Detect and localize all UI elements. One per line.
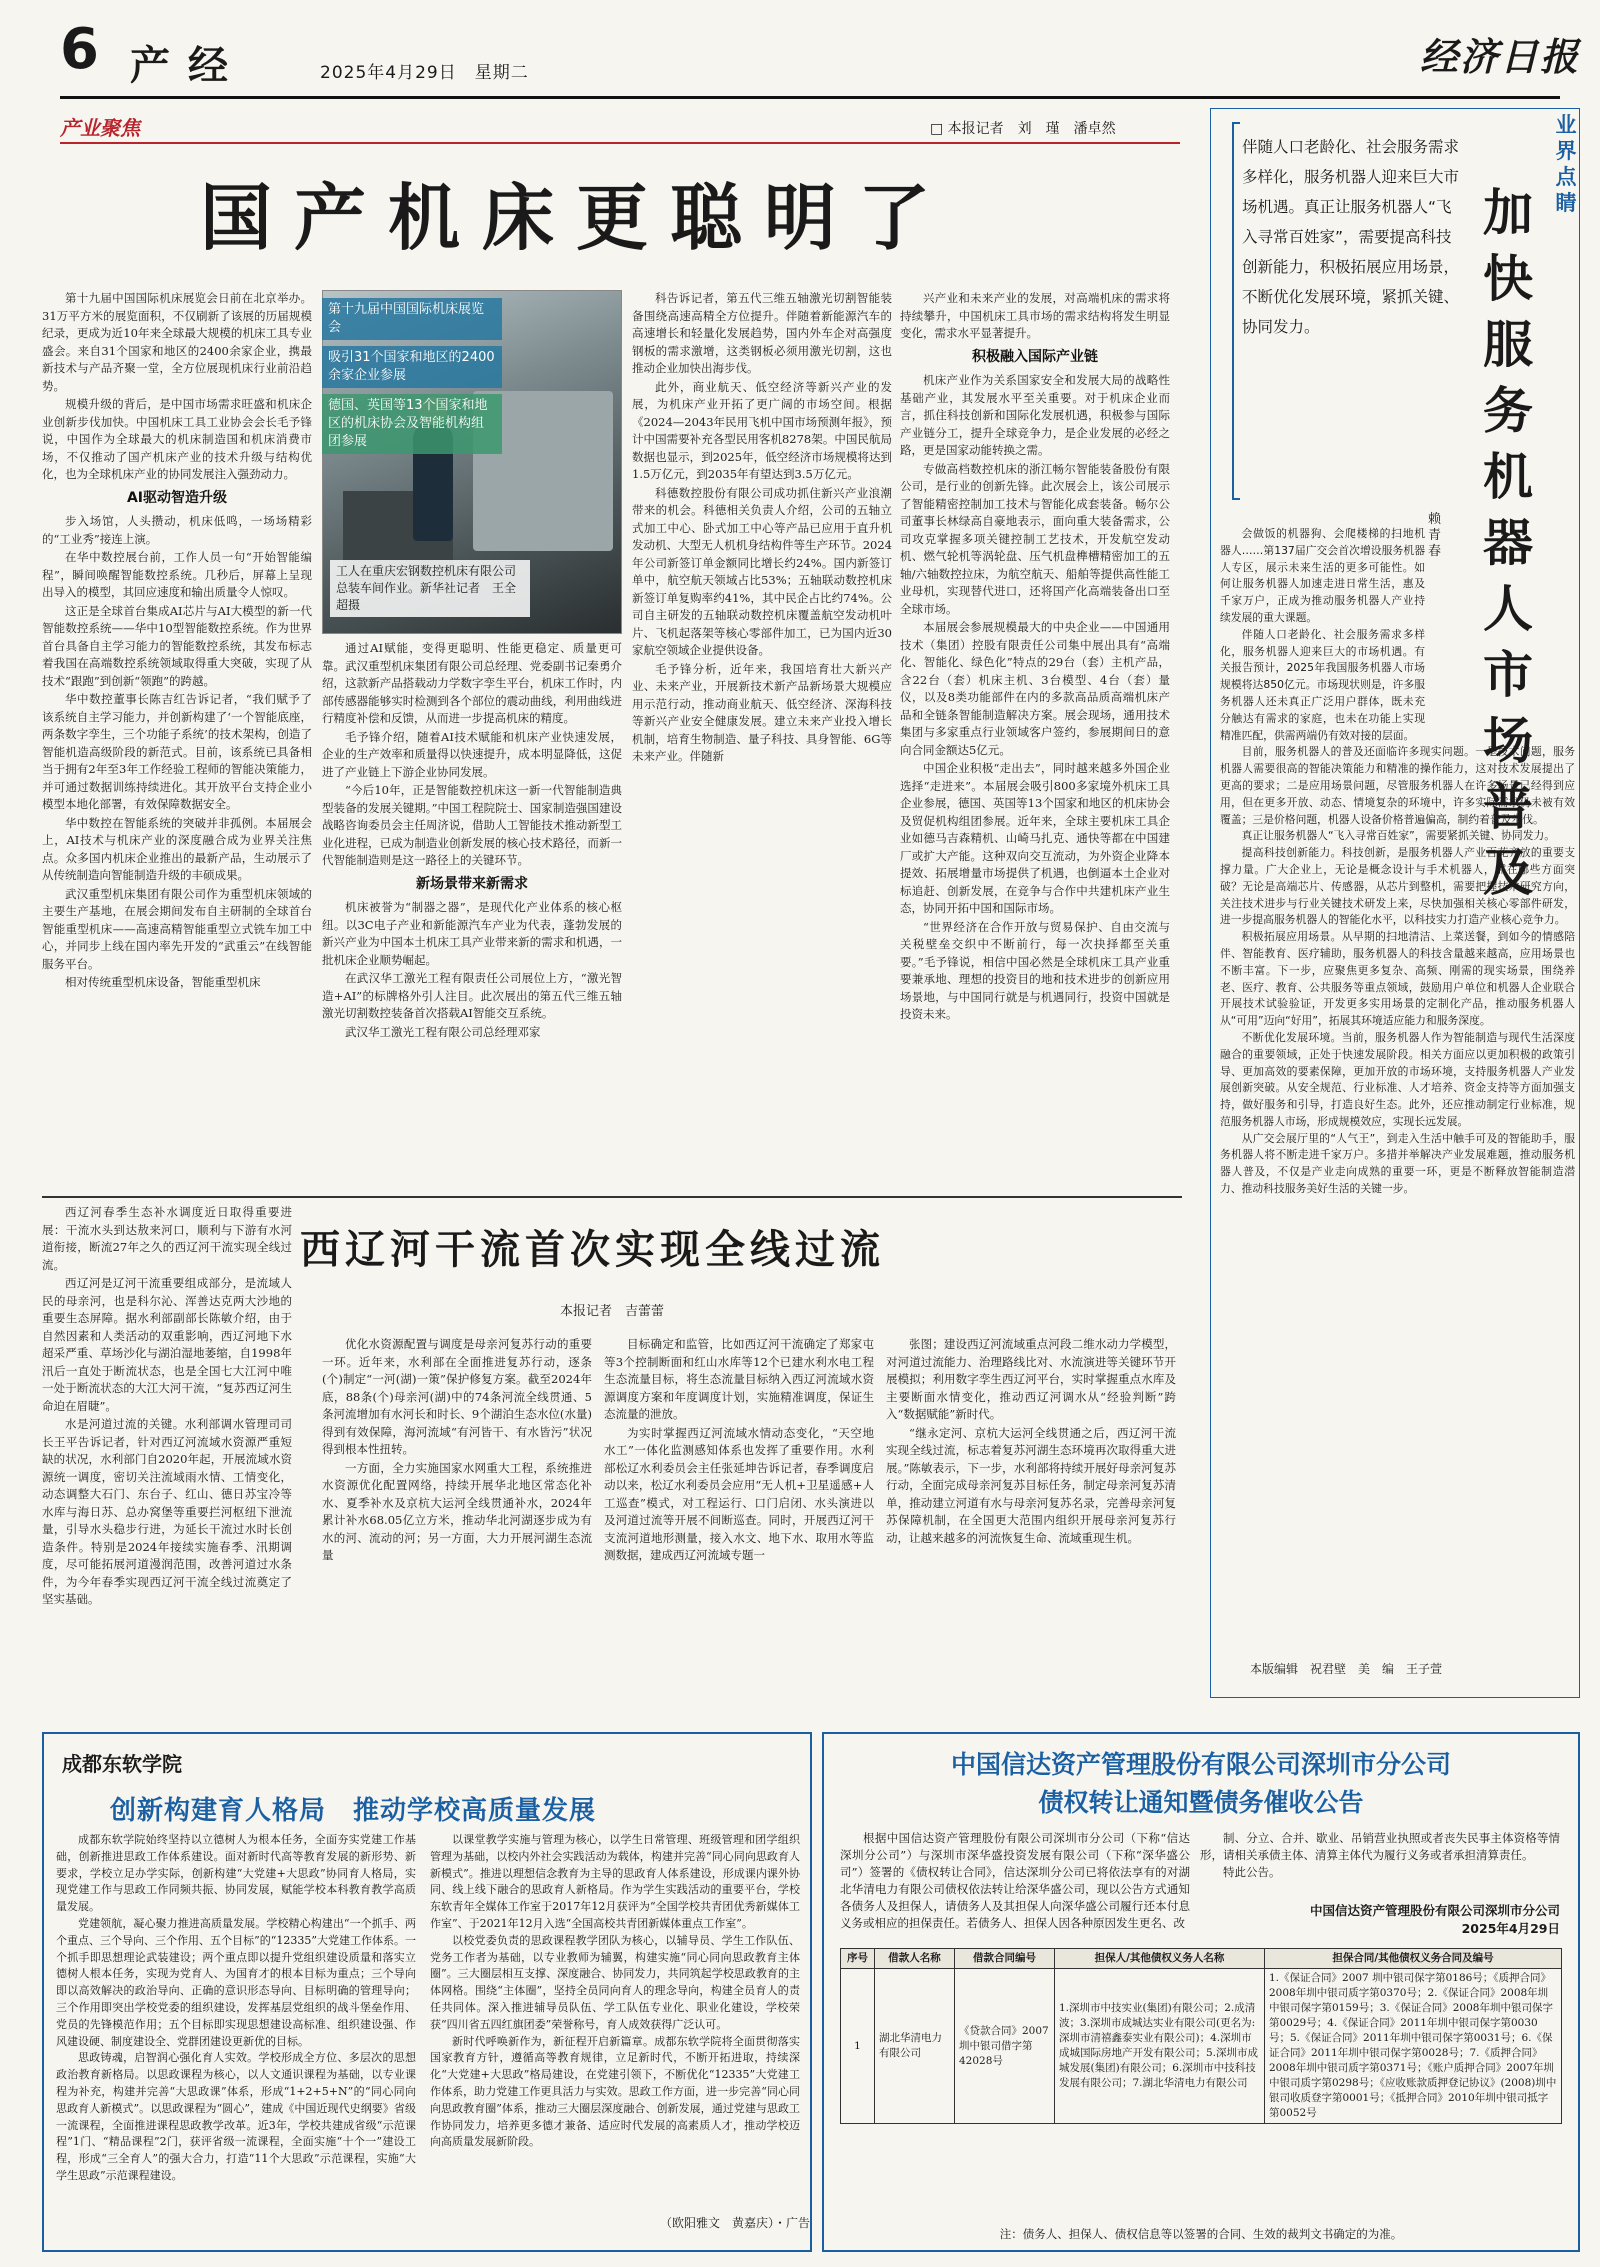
photo-overlay (322, 298, 502, 460)
paragraph: 毛予锋介绍，随着AI技术赋能和机床产业快速发展，企业的生产效率和质量得以快速提升，成本明显降低，这促进了产业链上下游企业协同发展。 (322, 729, 622, 779)
paragraph: 一方面，全力实施国家水网重大工程，系统推进水资源优化配置网络，持续开展华北地区常态化补水、夏季补水及京杭大运河全线贯通补水，2024年累计补水68.05亿立方米，推动华北河湖逐步成为有水的河、流动的河；另一方面，大力开展河湖生态流量 (322, 1460, 592, 1562)
subheading: 积极融入国际产业链 (972, 348, 1098, 365)
subheading: AI驱动智造升级 (126, 489, 228, 506)
paragraph: 优化水资源配置与调度是母亲河复苏行动的重要一环。近年来，水利部在全面推进复苏行动，逐条(个)制定“一河(湖)一策”保护修复方案。截至2024年底，88条(个)母亲河(湖)中的74条河流全线贯通、5条河流增加有水河长和时长、9个湖泊生态水位(水量)得到有效保障，海河流域“有河皆干、有水皆污”状况得到根本性扭转。 (322, 1337, 592, 1456)
notice-column-2 (1200, 1830, 1560, 1881)
notice-issuer (1200, 1902, 1560, 1938)
advertorial-signature: （欧阳雅文 黄嘉庆）・广告 (660, 2216, 811, 2230)
paragraph: 特此公告。 (1223, 1865, 1281, 1879)
paragraph: 新时代呼唤新作为，新征程开启新篇章。成都东软学院将全面贯彻落实国家教育方针，遵循高等教育规律，立足新时代，不断开拓进取，持续深化“大党建+大思政”格局建设，在党建引领下，不断优化“12335”大党建工作体系，助力党建工作更具活力与实效。思政工作方面，进一步完善“同心同向思政教育圈”体系，推动三大圈层深度融合、创新发展，通过党建与思政工作协同发力，培养更多德才兼备、适应时代发展的高素质人才，推动学校迈向高质量发展新阶段。 (430, 2034, 800, 2149)
notice-title (842, 1746, 1560, 1822)
paragraph: 武汉重型机床集团有限公司作为重型机床领域的主要生产基地，在展会期间发布自主研制的全球首台智能重型机床——高速高精智能重型立式铣车加工中心，并同步上线在国内率先开发的“武重云”在线智能服务平台。 (42, 886, 312, 971)
paragraph: 以校党委负责的思政课程教学团队为核心，以辅导员、学生工作队伍、党务工作者为基础，以专业教师为辅翼，构建实施“同心同向思政教育主体圈”。三大圈层相互支撑、深度融合、协同发力，共同筑起学校思政教育的主体网格。围绕“主体圈”，坚持全员同向育人的理念导向，构建全员育人的责任共同体。深入推进辅导员队伍、学工队伍专业化、职业化建设，学校荣获“四川省五四红旗团委”荣誉称号，育人成效获得广泛认可。 (430, 1933, 800, 2031)
advertorial-column-2 (430, 1832, 800, 2151)
subheading: 新场景带来新需求 (416, 875, 528, 892)
paragraph: 通过AI赋能，变得更聪明、性能更稳定、质量更可靠。武汉重型机床集团有限公司总经理、党委副书记秦勇介绍，这款新产品搭载动力学数字孪生平台，机床工作时，内部传感器能够实时检测到各个部位的震动曲线，利用曲线进行精度补偿和反馈，从而进一步提高机床的精度。 (322, 641, 622, 725)
section-tag-rule (60, 142, 1180, 144)
paragraph: “今后10年，正是智能数控机床这一新一代智能制造典型装备的发展关键期。”中国工程院院士、国家制造强国建设战略咨询委员会主任周济说，借助人工智能技术推动新型工业化进程，已成为制造业创新发展的核心技术路径，而新一代智能制造则是这一路径上的关键环节。 (322, 783, 622, 867)
notice-title-line-2: 债权转让通知暨债务催收公告 (1038, 1788, 1364, 1817)
sidebar-tag: 业界点睛 (1555, 113, 1577, 215)
photo-overlay-label: 吸引31个国家和地区的2400余家企业参展 (322, 346, 502, 388)
table-cell: 湖北华清电力有限公司 (875, 1969, 955, 2124)
river-column-4 (886, 1336, 1176, 1548)
paragraph: 专做高档数控机床的浙江畅尔智能装备股份有限公司，是行业的创新先锋。此次展会上，该公司展示了智能精密控制加工技术与智能化成套装备。畅尔公司董事长林绿高自豪地表示，面向重大装备需求，公司攻克掌握多项关键控制工艺技术，开发航空发动机、燃气轮机等涡轮盘、压气机盘榫槽精密加工的五轴/六轴数控拉床，为航空航天、船舶等提供高性能工业母机，实现替代进口，还将国产化高端装备出口至全球市场。 (900, 461, 1170, 616)
table-cell: 《贷款合同》2007 圳中银司借字第42028号 (955, 1969, 1055, 2124)
table-cell: 1.《保证合同》2007 圳中银司保字第0186号；《质押合同》2008年圳中银司质字第0370号；2.《保证合同》2008年圳中银司保字第0159号；3.《保证合同》2008年圳中银司保字第0029号；4.《保证合同》2011年圳中银司保字第0030号；5.《保证合同》2011年圳中银司保字第0031号；6.《保证合同》2011年圳中银司保字第0028号；7.《质押合同》2008年圳中银司质字第0371号；《账户质押合同》2007年圳中银司质字第0298号；《应收账款质押登记协议》(2008)圳中银司收质登字第0001号；《抵押合同》2010年圳中银司抵字第0052号 (1265, 1969, 1562, 2124)
paragraph: 这正是全球首台集成AI芯片与AI大模型的新一代智能数控系统——华中10型智能数控系统。作为世界首台具备自主学习能力的智能数控系统，其发布标志着我国在高端数控系统领域取得重大突破，实现了从技术“跟跑”到创新“领跑”的跨越。 (42, 603, 312, 688)
paragraph: 西辽河春季生态补水调度近日取得重要进展：干流水头到达敖来河口，顺利与下游有水河道衔接，断流27年之久的西辽河干流实现全线过流。 (42, 1205, 292, 1272)
byline: □ 本报记者 刘 瑾 潘卓然 (930, 121, 1116, 137)
paragraph: 不断优化发展环境。当前，服务机器人作为智能制造与现代生活深度融合的重要领域，正处于快速发展阶段。相关方面应以更加积极的政策引导、更加高效的要素保障，更加开放的市场环境，支持服务机器人产业发展创新突破。从安全规范、行业标准、人才培养、资金支持等方面加强支持，做好服务和引导，打造良好生态。此外，还应推动制定行业标准，规范服务机器人市场，形成规模效应，实现长远发展。 (1220, 1030, 1575, 1128)
paragraph: 积极拓展应用场景。从早期的扫地清洁、上菜送餐，到如今的情感陪伴、智能教育、医疗辅助，服务机器人的科技含量越来越高，应用场景也不断丰富。下一步，应聚焦更多复杂、高频、刚需的现实场景，围绕养老、医疗、教育、公共服务等重点领域，鼓励用户单位和机器人企业联合开展技术试验验证，开发更多实用场景的定制化产品，推动服务机器人从“可用”迈向“好用”，拓展其环境适应能力和服务深度。 (1220, 930, 1575, 1028)
paragraph: 科告诉记者，第五代三维五轴激光切割智能装备围绕高速高精全方位提升。伴随着新能源汽车的高速增长和轻量化发展趋势，国内外车企对高强度钢板的需求激增，这类钢板必须用激光切割，这也推动企业加快出海步伐。 (632, 291, 892, 375)
paragraph: 西辽河是辽河干流重要组成部分，是流域人民的母亲河，也是科尔沁、浑善达克两大沙地的重要生态屏障。据水利部副部长陈敏介绍，由于自然因素和人类活动的双重影响，西辽河地下水超采严重、草场沙化与湖泊湿地萎缩，自1998年汛后一直处于断流状态，也是全国七大江河中唯一处于断流状态的大江大河干流，“复苏西辽河生命迫在眉睫”。 (42, 1276, 292, 1413)
paragraph: “世界经济在合作开放与贸易保护、自由交流与关税壁垒交织中不断前行，每一次抉择都至关重要。”毛予锋说，相信中国必然是全球机床工具产业重要兼承地、理想的投资目的地和技术进步的创新应用场景地，与中国同行就是与机遇同行，投资中国就是投资未来。 (900, 919, 1170, 1021)
paragraph: 规模升级的背后，是中国市场需求旺盛和机床企业创新步伐加快。中国机床工具工业协会会长毛予锋说，中国作为全球最大的机床制造国和机床消费市场，不仅推动了国产机床产业的技术升级与结构优化，也为全球机床产业的协同发展注入强劲动力。 (42, 397, 312, 481)
paragraph: 华中数控董事长陈吉红告诉记者，“我们赋予了该系统自主学习能力，并创新构建了‘一个智能底座，两条数字孪生，三个功能子系统’的技术架构，创造了智能机造高级阶段的新范式。目前，该系统已具备相当于拥有2年至3年工作经验工程师的智能决策能力，并可通过数据训练持续进化。其开放平台支持企业小模型本地化部署，有效保障数据安全。 (42, 692, 312, 811)
table-cell: 1.深圳市中技实业(集团)有限公司；2.成清波；3.深圳市成城达实业有限公司(更名为:深圳市清禧鑫泰实业有限公司)；4.深圳市成城国际房地产开发有限公司；5.深圳市成城发展(集团)有限公司；6.深圳市中技科技发展有限公司；7.湖北华清电力有限公司 (1055, 1969, 1265, 2124)
paragraph: 相对传统重型机床设备，智能重型机床 (65, 975, 261, 989)
paragraph: 华中数控在智能系统的突破并非孤例。本届展会上，AI技术与机床产业的深度融合成为业界关注焦点。众多国内机床企业推出的最新产品，生动展示了从传统制造向智能制造升级的丰硕成果。 (42, 815, 312, 882)
paragraph: 目前，服务机器人的普及还面临许多现实问题。一是技术问题，服务机器人需要很高的智能决策能力和精准的操作能力，这对技术发展提出了更高的要求；二是应用场景问题，尽管服务机器人在许多场景已经得到应用，但在更多开放、动态、情境复杂的环境中，许多实际需求仍未被有效覆盖；三是价格问题，机器人设备价格普遍偏高，制约着普及步伐。 (1220, 745, 1575, 826)
sidebar-body (1220, 526, 1575, 1198)
table-row (841, 1969, 1562, 2124)
sidebar-author: 赖青春 (1428, 512, 1442, 559)
section-tag: 产业聚焦 (60, 116, 140, 140)
paragraph: 目标确定和监管，比如西辽河干流确定了郑家屯等3个控制断面和红山水库等12个已建水利水电工程生态流量目标，将生态流量目标纳入西辽河流域水资源调度方案和年度调度计划，实施精准调度，保证生态流量的泄放。 (604, 1337, 874, 1421)
paragraph: 以课堂教学实施与管理为核心，以学生日常管理、班级管理和团学组织管理为基础，以校内外社会实践活动为载体，构建并完善“同心同向思政育人新模式”。推进以理想信念教育为主导的思政育人体系建设，形成课内课外协同、线上线下融合的思政育人新格局。作为学生实践活动的重要平台，学校东软青年全媒体工作室于2017年12月获评为“全国学校共青团优秀新媒体工作室”、于2021年12月入选“全国高校共青团新媒体重点工作室”。 (430, 1833, 800, 1930)
article-column-4 (900, 290, 1170, 1025)
column-header: 序号 (841, 1949, 875, 1969)
issue-date: 2025年4月29日 星期二 (320, 63, 529, 83)
article-column-2 (322, 640, 622, 1042)
issue-date: 2025年4月29日 (1461, 1921, 1560, 1936)
paragraph: 科德数控股份有限公司成功抓住新兴产业浪潮带来的机会。科德相关负责人介绍，公司的五轴立式加工中心、卧式加工中心等产品已应用于直升机发动机、大型无人机机身结构件等生产环节。2024年公司新签订单金额同比增长约24%。国内新签订单中，航空航天领域占比53%；五轴联动数控机床新签订单复购率约41%，其中民企占比约74%。公司自主研发的五轴联动数控机床覆盖航空发动机叶片、飞机起落架等核心零部件加工，已为国内近30家航空领域企业提供设备。 (632, 485, 892, 657)
river-column-3 (604, 1336, 874, 1566)
masthead-rule (60, 96, 1560, 99)
advertorial-title: 创新构建育人格局 推动学校高质量发展 (110, 1796, 597, 1826)
photo-overlay-label: 第十九届中国国际机床展览会 (322, 298, 502, 340)
table-header-row (841, 1949, 1562, 1969)
paragraph: 在华中数控展台前，工作人员一句“开始智能编程”，瞬间唤醒智能数控系统。几秒后，屏幕上呈现出导入的模型，其回应速度和输出质量令人惊叹。 (42, 550, 312, 599)
paragraph: 会做饭的机器狗、会爬楼梯的扫地机器人……第137届广交会首次增设服务机器人专区，展示未来生活的更多可能性。如何让服务机器人加速走进日常生活，惠及千家万户，正成为推动服务机器人产业持续发展的重大课题。 (1220, 527, 1425, 624)
paragraph: 制、分立、合并、歇业、吊销营业执照或者丧失民事主体资格等情形，请相关承债主体、清算主体代为履行义务或者承担清算责任。 (1200, 1831, 1560, 1862)
lead-bracket (1232, 122, 1240, 500)
sidebar-lead: 伴随人口老龄化、社会服务需求多样化，服务机器人迎来巨大市场机遇。真正让服务机器人“飞入寻常百姓家”，需要提高科技创新能力，积极拓展应用场景，不断优化发展环境，紧抓关键、协同发力。 (1242, 138, 1460, 336)
paragraph: 成都东软学院始终坚持以立德树人为根本任务，全面夯实党建工作基础，创新推进思政工作体系建设。面对新时代高等教育发展的新形势、新要求，学校立足办学实际，创新构建“大党建+大思政”协同育人格局，实现党建工作与思政工作同频共振、协同发展，赋能学校本科教育教学高质量发展。 (56, 1833, 416, 1914)
paragraph: 第十九届中国国际机床展览会日前在北京举办。31万平方米的展览面积，不仅刷新了该展的历届规模纪录，更成为近10年来全球最大规模的机床工具专业盛会。来自31个国家和地区的2400余家企业，携最新技术与产品齐聚一堂，全方位展现机床行业前沿趋势。 (42, 291, 312, 393)
paragraph: 从广交会展厅里的“人气王”，到走入生活中触手可及的智能助手，服务机器人将不断走进千家万户。多措并举解决产业发展难题，推动服务机器人普及，不仅是产业走向成熟的重要一环，更是不断释放智能制造潜力、推动科技服务美好生活的关键一步。 (1220, 1131, 1575, 1196)
article-column-3 (632, 290, 892, 767)
paragraph: 机床产业作为关系国家安全和发展大局的战略性基础产业，其发展水平至关重要。对于机床企业而言，抓住科技创新和国际化发展机遇，积极参与国际产业链分工，提升全球竞争力，是企业发展的必经之路，更是国家动能转换之需。 (900, 373, 1170, 457)
paragraph: 兴产业和未来产业的发展，对高端机床的需求将持续攀升，中国机床工具市场的需求结构将发生明显变化，需求水平显著提升。 (900, 291, 1170, 340)
river-headline: 西辽河干流首次实现全线过流 (300, 1226, 885, 1273)
paragraph: 本届展会参展规模最大的中央企业——中国通用技术（集团）控股有限责任公司集中展出具有“高端化、智能化、绿色化”特点的29台（套）主机产品，含22台（套）机床主机、3台模型、4台（套）量仪，以及8类功能部件在内的多款高品质高端机床产品和全链条智能制造解决方案。展会现场，通用技术集团与多家重点行业领域客户签约，参展期间日的意向合同金额达5亿元。 (900, 620, 1170, 757)
photo-caption: 工人在重庆宏钢数控机床有限公司总装车间作业。新华社记者 王全超摄 (330, 560, 530, 617)
notice-column-1 (840, 1830, 1190, 1932)
paragraph: 水是河道过流的关键。水利部调水管理司司长王平告诉记者，针对西辽河流域水资源严重短缺的状况，水利部门自2020年起，开展流域水资源统一调度，密切关注流域雨水情、工情变化，动态调整大石门、东台子、红山、德日苏宝冷等水库与海日苏、总办窝堡等重要拦河枢纽下泄流量，引导水头稳步行进，为延长干流过水时长创造条件。特别是2024年接续实施春季、汛期调度，尽可能拓展河道漫润范围，改善河道过水条件，为今年春季实现西辽河干流全线过流奠定了坚实基础。 (42, 1417, 292, 1606)
notice-title-line-1: 中国信达资产管理股份有限公司深圳市分公司 (950, 1750, 1451, 1779)
paragraph: 中国企业积极“走出去”，同时越来越多外国企业选择“走进来”。本届展会吸引800多家境外机床工具企业参展，德国、英国等13个国家和地区的机床协会及贸促机构组团参展。近年来，全球主要机床工具企业如德马吉森精机、山崎马扎克、通快等都在中国建厂或扩大产能。这种双向交互流动，为外资企业降本提效、拓展增量市场提供了机遇，也倒逼本土企业对标追赶、创新发展，在竞争与合作中共建机床产业生态，协同开拓中国和国际市场。 (900, 761, 1170, 915)
paragraph: “继永定河、京杭大运河全线贯通之后，西辽河干流实现全线过流，标志着复苏河湖生态环境再次取得重大进展。”陈敏表示，下一步，水利部将持续开展好母亲河复苏行动，全面完成母亲河复苏目标任务，制定母亲河复苏清单，推动建立河道有水与母亲河复苏名录，完善母亲河复苏保障机制，在全国更大范围内组织开展母亲河复苏行动，让越来越多的河流恢复生命、流域重现生机。 (886, 1425, 1176, 1545)
paragraph: 根据中国信达资产管理股份有限公司深圳市分公司（下称“信达深圳分公司”）与深圳市深华盛投资发展有限公司（下称“深华盛公司”）签署的《债权转让合同》，信达深圳分公司已将依法享有的对湖北华清电力有限公司债权依法转让给深华盛公司，现以公告方式通知各债务人及担保人，请债务人及其担保人向深华盛公司履行还本付息义务或相应的担保责任。若债务人、担保人因各种原因发生更名、改 (840, 1831, 1190, 1930)
article-divider (42, 1196, 1182, 1198)
section-name: 产经 (130, 42, 246, 89)
sidebar-title: 加快服务机器人市场普及 (1483, 183, 1533, 902)
paragraph: 提高科技创新能力。科技创新，是服务机器人产业百花齐放的重要支撑力量。广大企业上，无论是概念设计与手术机器人，需在哪些方面突破？无论是高端芯片、传感器，从芯片到整机，需要把握技术研究方向，关注技术进步与行业关键技术研发上来，尽快加强相关核心零部件研发，进一步提高服务机器人的智能化水平，以科技实力打造产业核心竞争力。 (1220, 846, 1575, 927)
paragraph: 为实时掌握西辽河流域水情动态变化，“天空地水工”一体化监测感知体系也发挥了重要作用。水利部松辽水利委员会主任张延坤告诉记者，春季调度启动以来，松辽水利委员会应用“无人机+卫星遥感+人工巡查”模式，对工程运行、口门启闭、水头演进以及河道过流等开展不间断巡查。同时，开展西辽河干支流河道地形测量，接入水文、地下水、取用水等监测数据，建成西辽河流域专题一 (604, 1425, 874, 1562)
paragraph: 思政铸魂，启智润心强化育人实效。学校形成全方位、多层次的思想政治教育新格局。以思政课程为核心，以人文通识课程为基础，以专业课程为补充，构建并完善“大思政课”体系，形成“1+2+5+N”的“同心同向思政育人新模式”。以思政课程为“圆心”，建成《中国近现代史纲要》省级一流课程，全面推进课程思政教学改革。近3年，学校共建成省级“示范课程”1门、“精品课程”2门，获评省级一流课程，全面实施“十个一”建设工程，形成“三全育人”的强大合力，打造“11个大思政”示范课程，实施“大学生思政”示范课程建设。 (56, 2051, 416, 2182)
masthead (0, 0, 1600, 96)
paragraph: 真正让服务机器人“飞入寻常百姓家”，需要紧抓关键、协同发力。 (1241, 829, 1556, 843)
paragraph: 在武汉华工激光工程有限责任公司展位上方，“激光智造+AI”的标牌格外引人注目。此次展出的第五代三维五轴激光切割数控装备首次搭载AI智能交互系统。 (322, 971, 622, 1020)
paragraph: 武汉华工激光工程有限公司总经理邓家 (345, 1024, 541, 1039)
issuer-name: 中国信达资产管理股份有限公司深圳市分公司 (1309, 1903, 1560, 1918)
river-column-2 (322, 1336, 592, 1566)
article-column-1 (42, 290, 312, 993)
page-editors: 本版编辑 祝君壁 美 编 王子萱 (1250, 1662, 1443, 1676)
newspaper-logo: 经济日报 (1420, 34, 1581, 79)
paragraph: 张图；建设西辽河流域重点河段二维水动力学模型，对河道过流能力、治理路线比对、水流演进等关键环节开展模拟；利用数字孪生西辽河平台，实时掌握重点水库及主要断面水情变化，推动西辽河调水从“经验判断”跨入“数据赋能”新时代。 (886, 1337, 1176, 1421)
river-column-1 (42, 1204, 292, 1610)
paragraph: 伴随人口老龄化、社会服务需求多样化，服务机器人迎来巨大的市场机遇。有关报告预计，2025年我国服务机器人市场规模将达850亿元。市场现状则是，许多服务机器人还未真正广泛用户群体，既未充分触达有需求的家庭，也未在功能上实现精准匹配，供需两端仍有效对接的层面。 (1220, 627, 1425, 742)
river-byline: 本报记者 吉蕾蕾 (560, 1304, 665, 1319)
paragraph: 毛予锋分析，近年来，我国培育壮大新兴产业、未来产业，开展新技术新产品新场景大规模应用示范行动，推动商业航天、低空经济、深海科技等新兴产业安全健康发展。建立未来产业投入增长机制，培育生物制造、量子科技、具身智能、6G等未来产业。伴随新 (632, 661, 892, 763)
column-header: 借款合同编号 (955, 1949, 1055, 1969)
paragraph: 此外，商业航天、低空经济等新兴产业的发展，为机床产业开拓了更广阔的市场空间。根据《2024—2043年民用飞机中国市场预测年报》，预计中国需要补充各型民用客机8278架。中国民航局数据也显示，到2025年，低空经济市场规模将达到1.5万亿元，到2035年有望达到3.5万亿元。 (632, 379, 892, 481)
column-header: 担保人/其他债权义务人名称 (1055, 1949, 1265, 1969)
photo-overlay-label: 德国、英国等13个国家和地区的机床协会及智能机构组团参展 (322, 394, 502, 454)
page-number: 6 (60, 17, 99, 82)
advertorial-column-1 (56, 1832, 416, 2185)
column-header: 借款人名称 (875, 1949, 955, 1969)
table-cell: 1 (841, 1969, 875, 2124)
debt-table (840, 1948, 1562, 2124)
paragraph: 步入场馆，人头攒动，机床低鸣，一场场精彩的“工业秀”接连上演。 (42, 514, 312, 546)
column-header: 担保合同/其他债权义务合同及编号 (1265, 1949, 1562, 1969)
advertorial-school-name: 成都东软学院 (62, 1752, 182, 1776)
headline: 国产机床更聪明了 (200, 175, 953, 260)
table-note: 注：债务人、担保人、债权信息等以签署的合同、生效的裁判文书确定的为准。 (999, 2227, 1403, 2241)
paragraph: 党建领航，凝心聚力推进高质量发展。学校精心构建出“一个抓手、两个重点、三个导向、三个作用、五个目标”的“12335”大党建工作体系。一个抓手即思想理论武装建设；两个重点即以提升党组织建设质量和落实立德树人根本任务，实现为党育人、为国育才的根本目标为重点；三个导向即以高效解决的政治导向、正确的意识形态导向、目标明确的管理导向；三个作用即突出学校党委的组织建设，发挥基层党组织的战斗堡垒作用、党员的先锋模范作用；五个目标即实现思想建设高标准、组织建设强、作风建设硬、制度建设全、党群团建设更新优的目标。 (56, 1916, 416, 2048)
paragraph: 机床被誉为“制器之器”，是现代化产业体系的核心枢纽。以3C电子产业和新能源汽车产业为代表，蓬勃发展的新兴产业为中国本土机床工具产业带来新的需求和机遇，一批机床企业顺势崛起。 (322, 900, 622, 967)
